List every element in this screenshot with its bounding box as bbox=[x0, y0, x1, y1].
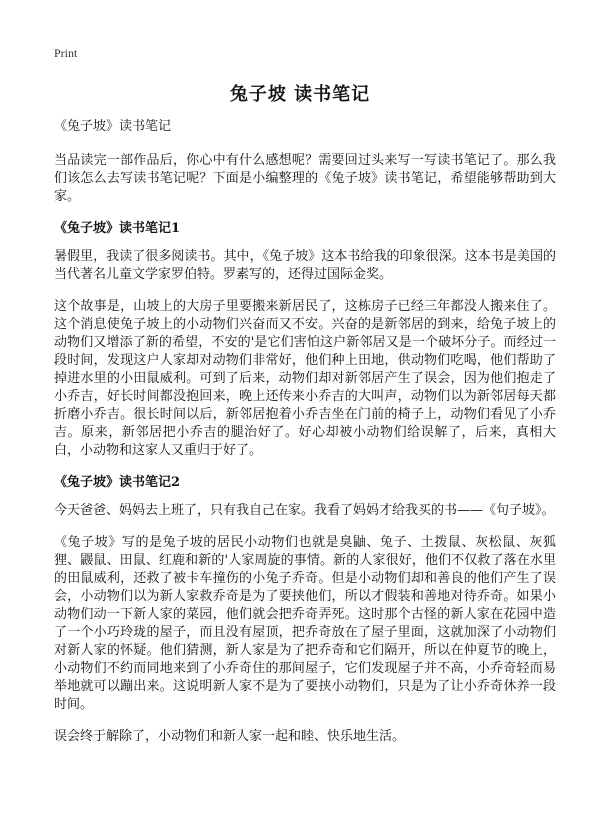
article-body bbox=[54, 118, 556, 760]
intro-paragraph: 当品读完一部作品后，你心中有什么感想呢？需要回过头来写一写读书笔记了。那么我们该怎么去写读书笔记呢？下面是小编整理的《兔子坡》读书笔记，希望能够帮助到大家。 bbox=[54, 153, 556, 204]
print-link[interactable]: Print bbox=[54, 46, 78, 60]
section-heading-1: 《兔子坡》读书笔记1 bbox=[54, 221, 181, 236]
section-2-paragraph-3: 误会终于解除了，小动物们和新人家一起和睦、快乐地生活。 bbox=[54, 729, 406, 744]
section-1-paragraph-2: 这个故事是，山坡上的大房子里要搬来新居民了，这栋房子已经三年都没人搬来住了。这个消息使兔子坡上的小动物们兴奋而又不安。兴奋的是新邻居的到来，给兔子坡上的动物们又增添了新的希望，不安的'是它们害怕这户新邻居又是一个破坏分子。而经过一段时间，发现这户人家却对动物们非常好，他们种上田地，供动物们吃喝，他们帮助了掉进水里的小田鼠威利。可到了后来，动物们却对新邻居产生了误会，因为他们抱走了小乔吉，好长时间都没抱回来，晚上还传来小乔吉的大叫声，动物们以为新邻居每天都折磨小乔吉。很长时间以后，新邻居抱着小乔吉坐在门前的椅子上，动物们看见了小乔吉。原来，新邻居把小乔吉的腿治好了。好心却被小动物们给误解了，后来，真相大白，小动物和这家人又重归于好了。 bbox=[54, 299, 556, 458]
article-subtitle: 《兔子坡》读书笔记 bbox=[54, 119, 172, 134]
section-2-paragraph-1: 今天爸爸、妈妈去上班了，只有我自己在家。我看了妈妈才给我买的书——《句子坡》。 bbox=[54, 503, 555, 518]
page-title: 兔子坡 读书笔记 bbox=[229, 84, 371, 105]
section-heading-2: 《兔子坡》读书笔记2 bbox=[54, 475, 181, 490]
section-2-paragraph-2: 《兔子坡》写的是兔子坡的居民小动物们也就是臭鼬、兔子、土拨鼠、灰松鼠、灰狐狸、鼹鼠、田鼠、红鹿和新的'人家周旋的事情。新的人家很好，他们不仅救了落在水里的田鼠威利，还救了被卡车撞伤的小兔子乔奇。但是小动物们却和善良的他们产生了误会，小动物们以为新人家救乔奇是为了要挟他们，所以才假装和善地对待乔奇。如果小动物们动一下新人家的菜园，他们就会把乔奇弄死。这时那个古怪的新人家在花园中造了一个小巧玲珑的屋子，而且没有屋顶，把乔奇放在了屋子里面，这就加深了小动物们对新人家的怀疑。他们猜测，新人家是为了把乔奇和它们隔开，所以在仲夏节的晚上，小动物们不约而同地来到了小乔奇住的那间屋子，它们发现屋子并不高，小乔奇轻而易举地就可以蹦出来。这说明新人家不是为了要挟小动物们，只是为了让小乔奇休养一段时间。 bbox=[54, 535, 556, 712]
section-1-paragraph-1: 暑假里，我读了很多阅读书。其中，《兔子坡》这本书给我的印象很深。这本书是美国的当代著名儿童文学家罗伯特。罗素写的，还得过国际金奖。 bbox=[54, 249, 556, 282]
